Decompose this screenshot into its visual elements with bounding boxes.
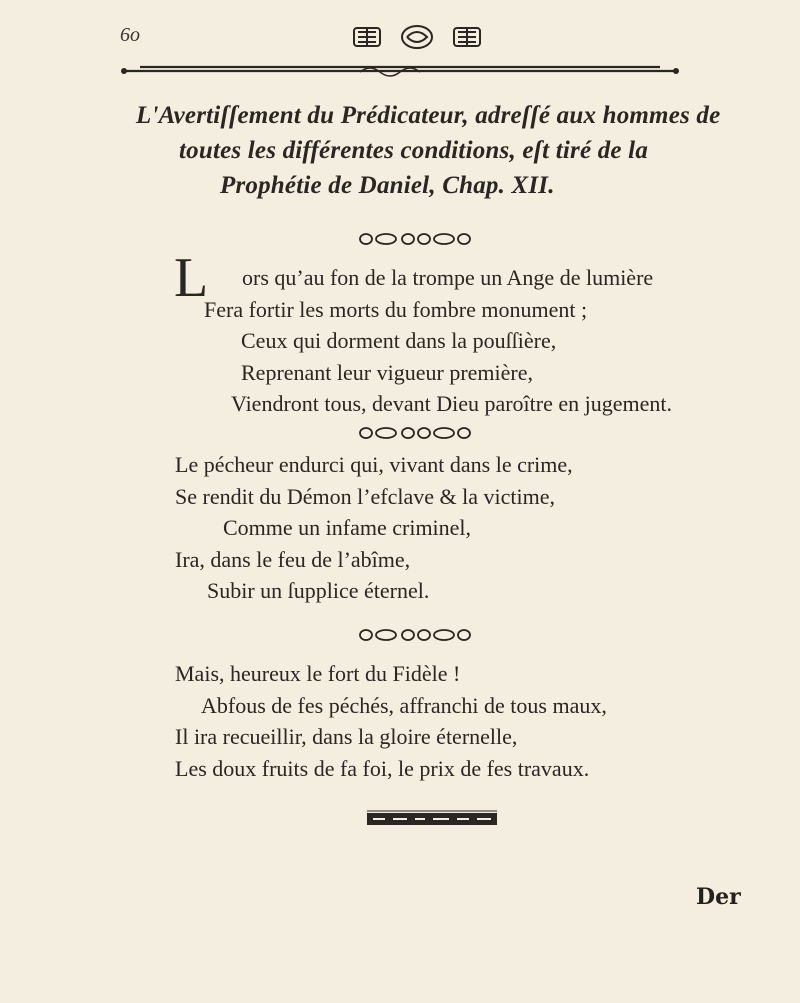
stanza-3 (175, 658, 607, 784)
heading-line-2: toutes les différentes conditions, eſt tiré de la (179, 137, 649, 164)
verse-line: Ira, dans le feu de l’abîme, (175, 546, 411, 572)
header-rule (120, 64, 680, 78)
verse-line: Les doux fruits de fa foi, le prix de fes travaux. (175, 755, 590, 781)
stanza-1 (174, 247, 672, 420)
verse-line: Ceux qui dorment dans la pouſſière, (241, 328, 557, 353)
end-ornament-bar (367, 810, 497, 826)
drop-cap: L (174, 247, 209, 309)
stanza-divider (356, 628, 472, 642)
verse-line: Comme un infame criminel, (223, 515, 472, 540)
verse-line: Se rendit du Démon l’efclave & la victime, (175, 483, 555, 509)
verse-line: Subir un ſupplice éternel. (207, 578, 430, 603)
verse-line: Reprenant leur vigueur première, (241, 359, 533, 385)
verse-line: Il ira recueillir, dans la gloire éternelle, (175, 724, 518, 749)
heading-line-3: Prophétie de Daniel, Chap. XII. (220, 172, 555, 199)
heading (136, 98, 721, 203)
heading-line-1: L'Avertiſſement du Prédicateur, adreſſé aux hommes de (136, 102, 721, 129)
verse-line: Fera fortir les morts du fombre monument ; (204, 296, 588, 322)
verse-line: Abfous de fes péchés, affranchi de tous maux, (201, 692, 607, 718)
verse-line: Mais, heureux le fort du Fidèle ! (175, 661, 461, 686)
stanza-divider (356, 232, 472, 246)
verse-line: Viendront tous, devant Dieu paroître en jugement. (231, 391, 672, 416)
verse-text: ors qu’au fon de la trompe un Ange de lumière (242, 265, 654, 290)
verse-line: Le pécheur endurci qui, vivant dans le crime, (175, 452, 573, 477)
header-ornament (352, 22, 482, 52)
stanza-2 (175, 449, 573, 607)
stanza-divider (356, 426, 472, 440)
catchword: Der (696, 884, 741, 910)
page-number: 6o (120, 24, 140, 46)
